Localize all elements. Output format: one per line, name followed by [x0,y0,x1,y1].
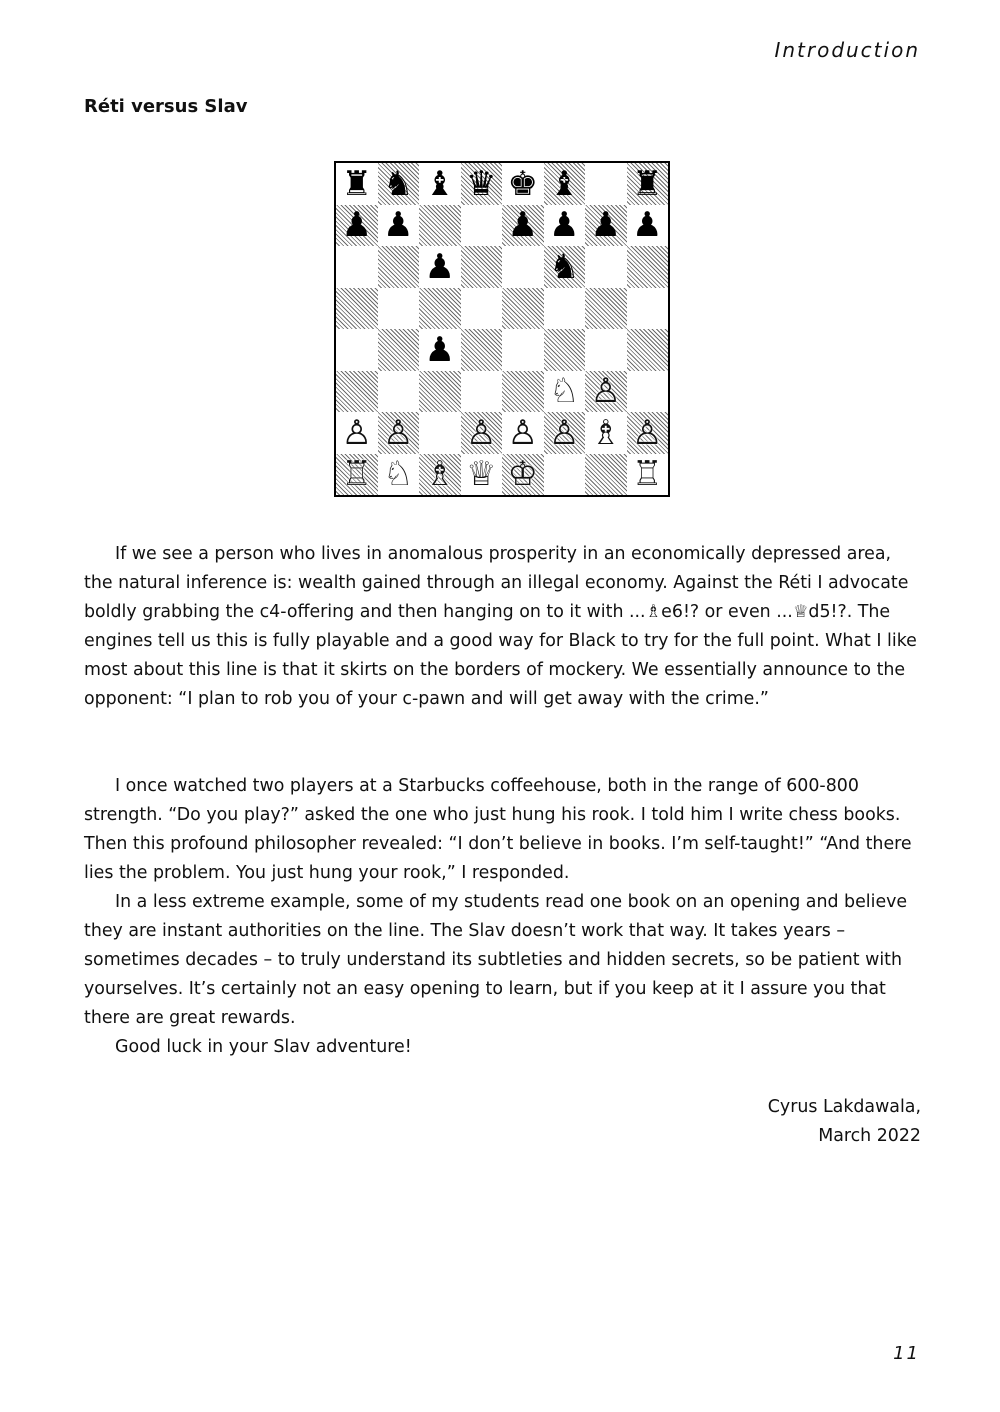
text-block-1 [84,540,924,714]
paragraph: I once watched two players at a Starbucks coffeehouse, both in the range of 600-800 strength. “Do you play?” asked the one who just hung his rook. I told him I write chess books. Then this profound philosopher revealed: “I don’t believe in books. I’m self-taught!” “And there lies the problem. You just hung your rook,” I responded. [84,776,912,883]
board-square [378,412,420,454]
board-square [336,205,378,247]
board-square [585,163,627,205]
chess-piece: ♖ [341,454,372,495]
chess-piece: ♙ [383,412,414,453]
board-square [419,246,461,288]
board-square [336,412,378,454]
board-square [461,329,503,371]
chess-piece: ♙ [632,412,663,453]
board-square [502,246,544,288]
chess-piece: ♕ [466,454,497,495]
text-block-2 [84,772,924,1062]
board-square [585,454,627,496]
board-square [419,412,461,454]
board-square [585,246,627,288]
board-square [461,288,503,330]
chess-piece: ♜ [632,163,663,204]
chess-piece: ♙ [549,412,580,453]
board-square [627,205,669,247]
chess-piece: ♞ [383,163,414,204]
board-square [461,163,503,205]
chess-piece: ♚ [507,163,538,204]
chess-piece: ♟ [341,205,372,246]
paragraph: Good luck in your Slav adventure! [115,1037,412,1057]
board-square [461,205,503,247]
board-square [544,288,586,330]
board-square [544,371,586,413]
board-square [585,371,627,413]
board-square [544,329,586,371]
board-square [336,163,378,205]
board-square [627,163,669,205]
board-square [419,371,461,413]
board-square [461,454,503,496]
board-square [378,205,420,247]
board-square [336,329,378,371]
chess-piece: ♟ [590,205,621,246]
chess-piece: ♖ [632,454,663,495]
chess-piece: ♝ [424,163,455,204]
board-square [378,246,420,288]
board-square [627,329,669,371]
board-square [461,371,503,413]
board-square [627,246,669,288]
board-square [378,454,420,496]
board-square [419,454,461,496]
paragraph: In a less extreme example, some of my students read one book on an opening and believe they are instant authorities on the line. The Slav doesn’t work that way. It takes years – sometimes decades – to truly understand its subtleties and hidden secrets, so be patient with yourselves. It’s certainly not an easy opening to learn, but if you keep at it I assure you that there are great rewards. [84,892,908,1028]
board-square [336,288,378,330]
chess-piece: ♟ [424,246,455,287]
section-title: Réti versus Slav [84,96,248,117]
board-square [627,371,669,413]
board-square [502,412,544,454]
page-number: 11 [893,1343,920,1364]
signature-date: March 2022 [818,1126,921,1146]
board-square [378,163,420,205]
board-square [419,163,461,205]
board-square [544,412,586,454]
board-square [585,205,627,247]
running-header: Introduction [774,38,920,62]
board-square [461,412,503,454]
chess-piece: ♞ [549,246,580,287]
chess-piece: ♙ [466,412,497,453]
board-square [502,454,544,496]
chess-piece: ♔ [507,454,538,495]
chess-diagram [334,161,670,497]
chess-board [336,163,668,495]
board-square [502,205,544,247]
chess-piece: ♛ [466,163,497,204]
board-square [585,412,627,454]
chess-piece: ♜ [341,163,372,204]
board-square [585,288,627,330]
chess-piece: ♙ [341,412,372,453]
chess-piece: ♟ [549,205,580,246]
chess-piece: ♟ [383,205,414,246]
board-square [627,454,669,496]
chess-piece: ♗ [424,454,455,495]
board-square [378,371,420,413]
board-square [544,205,586,247]
board-square [419,205,461,247]
chess-piece: ♗ [590,412,621,453]
board-square [502,163,544,205]
signature-author: Cyrus Lakdawala, [767,1097,921,1117]
board-square [627,412,669,454]
chess-piece: ♝ [549,163,580,204]
board-square [585,329,627,371]
board-square [378,288,420,330]
board-square [336,454,378,496]
board-square [544,454,586,496]
board-square [419,288,461,330]
board-square [544,163,586,205]
board-square [461,246,503,288]
board-square [336,371,378,413]
chess-piece: ♟ [632,205,663,246]
paragraph: If we see a person who lives in anomalous prosperity in an economically depressed area, the natural inference is: wealth gained through an illegal economy. Against the Réti I advocate boldly grabbing the c4-offering and then hanging on to it with ...♗e6!? or even ...♕d5!?. The engines tell us this is fully playable and a good way for Black to try for the full point. What I like most about this line is that it skirts on the borders of mockery. We essentially announce to the opponent: “I plan to rob you of your c-pawn and will get away with the crime.” [84,544,917,709]
chess-piece: ♙ [590,371,621,412]
chess-piece: ♟ [507,205,538,246]
board-square [378,329,420,371]
signature [768,1093,921,1151]
chess-piece: ♙ [507,412,538,453]
chess-piece: ♘ [383,454,414,495]
board-square [502,288,544,330]
board-square [502,329,544,371]
chess-piece: ♘ [549,371,580,412]
board-square [502,371,544,413]
chess-piece: ♟ [424,329,455,370]
board-square [419,329,461,371]
board-square [336,246,378,288]
board-square [627,288,669,330]
board-square [544,246,586,288]
